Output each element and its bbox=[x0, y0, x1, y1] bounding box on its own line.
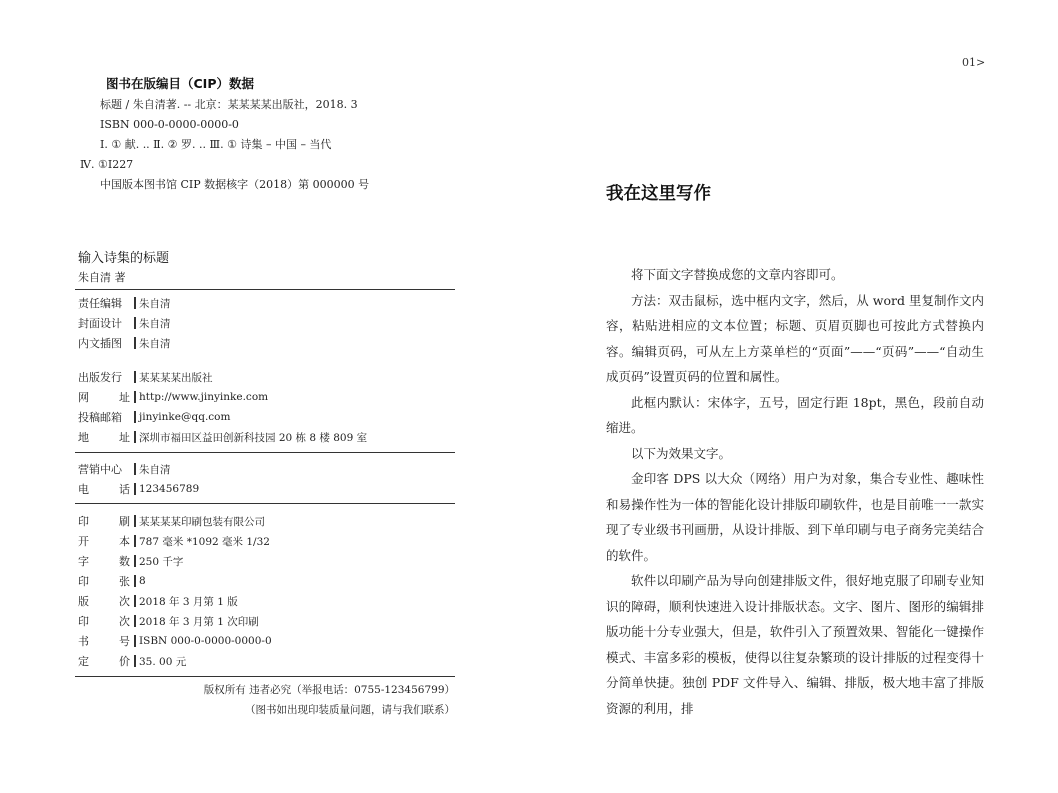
publisher-row bbox=[78, 387, 458, 407]
spec-row bbox=[78, 511, 458, 531]
field-value: 8 bbox=[139, 575, 146, 587]
field-value: 朱自清 bbox=[139, 337, 171, 350]
copyright-note: （图书如出现印装质量问题，请与我们联系） bbox=[245, 704, 455, 716]
cip-title: 图书在版编目（CIP）数据 bbox=[106, 76, 254, 91]
field-value: 2018 年 3 月第 1 次印刷 bbox=[139, 615, 259, 628]
article-paragraph: 此框内默认：宋体字，五号，固定行距 18pt，黑色，段前自动缩进。 bbox=[606, 394, 984, 435]
field-value: 123456789 bbox=[139, 483, 200, 495]
divider bbox=[75, 503, 455, 504]
spec-row bbox=[78, 591, 458, 611]
marketing-row bbox=[78, 459, 458, 479]
page-number: 01> bbox=[962, 56, 986, 69]
specs-section bbox=[78, 511, 458, 671]
book-author: 朱自清 著 bbox=[78, 271, 126, 284]
field-label: 定 价 bbox=[78, 655, 130, 668]
article-paragraph: 方法：双击鼠标，选中框内文字，然后，从 word 里复制作文内容，粘贴进相应的文本位置；标题、页眉页脚也可按此方式替换内容。编辑页码，可从左上方菜单栏的“页面”——“页码”——“自动生成页码”设置页码的位置和属性。 bbox=[606, 292, 984, 384]
field-label: 责任编辑 bbox=[78, 297, 122, 310]
divider bbox=[75, 452, 455, 453]
spec-row bbox=[78, 651, 458, 671]
publisher-row bbox=[78, 407, 458, 427]
marketing-row bbox=[78, 479, 458, 499]
divider bbox=[75, 289, 455, 290]
field-label: 出版发行 bbox=[78, 371, 122, 384]
article-paragraph: 以下为效果文字。 bbox=[631, 445, 732, 461]
credit-row bbox=[78, 333, 458, 353]
cip-line: 标题 / 朱自清著. -- 北京：某某某某出版社，2018. 3 bbox=[100, 98, 358, 111]
spec-row bbox=[78, 571, 458, 591]
divider bbox=[75, 676, 455, 677]
spec-row bbox=[78, 551, 458, 571]
credits-section bbox=[78, 293, 458, 353]
field-value: ISBN 000-0-0000-0000-0 bbox=[139, 635, 272, 647]
field-label: 电 话 bbox=[78, 483, 130, 496]
publisher-row bbox=[78, 367, 458, 387]
cip-block bbox=[80, 74, 460, 195]
field-value: 787 毫米 *1092 毫米 1/32 bbox=[139, 535, 270, 548]
field-value: 2018 年 3 月第 1 版 bbox=[139, 595, 238, 608]
website-link[interactable]: http://www.jinyinke.com bbox=[139, 391, 269, 403]
article-paragraph: 软件以印刷产品为导向创建排版文件，很好地克服了印刷专业知识的障碍，顺利快速进入设计排版状态。文字、图片、图形的编辑排版功能十分专业强大，但是，软件引入了预置效果、智能化一键操作模式、丰富多彩的模板，使得以往复杂繁琐的设计排版的过程变得十分简单快捷。独创 PDF 文件导入、编辑、排版，极大地丰富了排版资源的利用，排 bbox=[606, 573, 984, 716]
field-label: 内文插图 bbox=[78, 337, 122, 350]
cip-line: 中国版本图书馆 CIP 数据核字（2018）第 000000 号 bbox=[100, 178, 370, 191]
spec-row bbox=[78, 531, 458, 551]
field-label: 印 刷 bbox=[78, 515, 130, 528]
field-value: 朱自清 bbox=[139, 297, 171, 310]
field-value: 朱自清 bbox=[139, 463, 171, 476]
field-value: 250 千字 bbox=[139, 555, 184, 568]
article-paragraph: 金印客 DPS 以大众（网络）用户为对象，集合专业性、趣味性和易操作性为一体的智能化设计排版印刷软件，也是目前唯一一款实现了专业级书刊画册，从设计排版、到下单印刷与电子商务完美结合的软件。 bbox=[606, 471, 984, 563]
article-title: 我在这里写作 bbox=[606, 184, 711, 204]
credit-row bbox=[78, 293, 458, 313]
email-link[interactable]: jinyinke@qq.com bbox=[139, 411, 231, 423]
copyright-line: 版权所有 违者必究（举报电话：0755-123456799） bbox=[203, 684, 455, 696]
field-label: 印 张 bbox=[78, 575, 130, 588]
field-value: 朱自清 bbox=[139, 317, 171, 330]
publisher-section bbox=[78, 367, 458, 447]
field-value: 深圳市福田区益田创新科技园 20 栋 8 楼 809 室 bbox=[139, 431, 368, 444]
field-label: 开 本 bbox=[78, 535, 130, 548]
field-label: 投稿邮箱 bbox=[78, 411, 122, 424]
field-label: 封面设计 bbox=[78, 317, 122, 330]
credit-row bbox=[78, 313, 458, 333]
marketing-section bbox=[78, 459, 458, 499]
publisher-row bbox=[78, 427, 458, 447]
cip-line: Ⅳ. ①I227 bbox=[80, 158, 134, 171]
field-label: 网 址 bbox=[78, 391, 130, 404]
spec-row bbox=[78, 611, 458, 631]
cip-line: Ⅰ. ① 献. .. Ⅱ. ② 罗. .. Ⅲ. ① 诗集 – 中国 – 当代 bbox=[100, 138, 332, 151]
field-label: 书 号 bbox=[78, 635, 130, 648]
field-label: 营销中心 bbox=[78, 463, 122, 476]
field-label: 印 次 bbox=[78, 615, 130, 628]
article-body bbox=[606, 262, 984, 721]
book-title: 输入诗集的标题 bbox=[78, 251, 170, 266]
cip-line: ISBN 000-0-0000-0000-0 bbox=[100, 118, 239, 131]
field-value: 35. 00 元 bbox=[139, 655, 187, 668]
spec-row bbox=[78, 631, 458, 651]
field-label: 版 次 bbox=[78, 595, 130, 608]
field-label: 地 址 bbox=[78, 431, 130, 444]
field-label: 字 数 bbox=[78, 555, 130, 568]
article-paragraph: 将下面文字替换成您的文章内容即可。 bbox=[631, 267, 844, 282]
field-value: 某某某某印刷包装有限公司 bbox=[139, 515, 265, 528]
field-value: 某某某某出版社 bbox=[139, 371, 213, 384]
